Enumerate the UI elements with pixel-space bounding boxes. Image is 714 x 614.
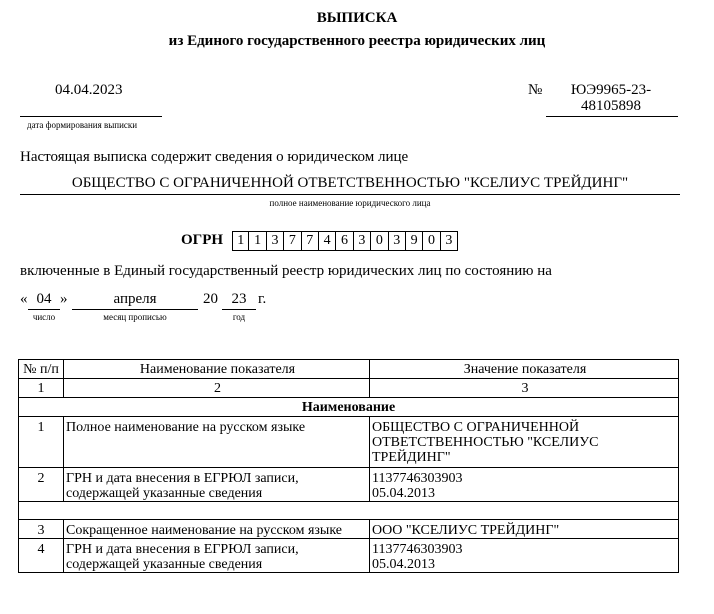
org-full-name: ОБЩЕСТВО С ОГРАНИЧЕННОЙ ОТВЕТСТВЕННОСТЬЮ "КСЕЛИУС ТРЕЙДИНГ" bbox=[71, 175, 629, 191]
date-quote-open: « bbox=[20, 291, 28, 307]
row-value bbox=[370, 539, 679, 573]
ogrn-digit: 3 bbox=[389, 231, 406, 251]
state-year: 23 bbox=[231, 291, 247, 307]
ogrn-digit: 3 bbox=[441, 231, 458, 251]
ogrn-digit: 4 bbox=[319, 231, 336, 251]
extract-number: ЮЭ9965-23-48105898 bbox=[570, 82, 652, 114]
ogrn-digit: 7 bbox=[284, 231, 301, 251]
month-caption: месяц прописью bbox=[103, 312, 167, 322]
year-caption: год bbox=[232, 312, 246, 322]
row-value: ОБЩЕСТВО С ОГРАНИЧЕННОЙ ОТВЕТСТВЕННОСТЬЮ "КСЕЛИУС ТРЕЙДИНГ" bbox=[370, 417, 679, 468]
table-row bbox=[19, 417, 679, 468]
row-value-grn: 1137746303903 bbox=[372, 471, 463, 486]
day-caption: число bbox=[32, 312, 56, 322]
number-sign: № bbox=[528, 82, 543, 98]
row-number: 1 bbox=[19, 417, 64, 468]
column-number-row bbox=[19, 379, 679, 398]
day-underline bbox=[28, 309, 60, 310]
formation-date: 04.04.2023 bbox=[55, 82, 123, 98]
year-underline bbox=[222, 309, 256, 310]
table-row bbox=[19, 520, 679, 539]
ogrn-digit: 1 bbox=[232, 231, 249, 251]
column-number: 2 bbox=[64, 379, 370, 398]
table-row bbox=[19, 539, 679, 573]
row-value-date: 05.04.2013 bbox=[372, 557, 435, 572]
row-indicator: Полное наименование на русском языке bbox=[64, 417, 370, 468]
document-title: ВЫПИСКА bbox=[316, 10, 398, 26]
state-text: включенные в Единый государственный реестр юридических лиц по состоянию на bbox=[20, 263, 552, 279]
row-value-date: 05.04.2013 bbox=[372, 486, 435, 501]
intro-text: Настоящая выписка содержит сведения о юридическом лице bbox=[20, 149, 409, 165]
row-indicator: Сокращенное наименование на русском языке bbox=[64, 520, 370, 539]
data-table bbox=[18, 359, 679, 573]
ogrn-digit: 6 bbox=[336, 231, 353, 251]
row-indicator: ГРН и дата внесения в ЕГРЮЛ записи, содержащей указанные сведения bbox=[64, 468, 370, 502]
header-number: № п/п bbox=[19, 360, 64, 379]
ogrn-digit: 7 bbox=[302, 231, 319, 251]
table-row bbox=[19, 468, 679, 502]
formation-date-caption: дата формирования выписки bbox=[27, 120, 138, 130]
ogrn-digit: 1 bbox=[249, 231, 266, 251]
header-indicator: Наименование показателя bbox=[64, 360, 370, 379]
column-number: 3 bbox=[370, 379, 679, 398]
state-month: апреля bbox=[113, 291, 157, 307]
ogrn-label: ОГРН bbox=[181, 232, 224, 248]
ogrn-digit: 0 bbox=[371, 231, 388, 251]
org-name-caption: полное наименование юридического лица bbox=[269, 198, 431, 208]
extract-number-underline bbox=[546, 116, 678, 117]
row-indicator: ГРН и дата внесения в ЕГРЮЛ записи, содержащей указанные сведения bbox=[64, 539, 370, 573]
row-number: 4 bbox=[19, 539, 64, 573]
state-day: 04 bbox=[36, 291, 52, 307]
section-row bbox=[19, 398, 679, 417]
ogrn-digit: 3 bbox=[267, 231, 284, 251]
row-number: 3 bbox=[19, 520, 64, 539]
row-value-grn: 1137746303903 bbox=[372, 542, 463, 557]
year-suffix: г. bbox=[258, 291, 267, 307]
header-value: Значение показателя bbox=[370, 360, 679, 379]
date-quote-close: » bbox=[60, 291, 68, 307]
row-value bbox=[370, 468, 679, 502]
state-century: 20 bbox=[203, 291, 218, 307]
column-number: 1 bbox=[19, 379, 64, 398]
row-number: 2 bbox=[19, 468, 64, 502]
month-underline bbox=[72, 309, 198, 310]
ogrn-digit: 9 bbox=[406, 231, 423, 251]
org-name-underline bbox=[20, 194, 680, 195]
ogrn-digit: 0 bbox=[423, 231, 440, 251]
ogrn-digit-boxes bbox=[232, 231, 458, 251]
section-title: Наименование bbox=[19, 398, 679, 417]
formation-date-underline bbox=[20, 116, 162, 117]
spacer-row bbox=[19, 502, 679, 520]
row-value: ООО "КСЕЛИУС ТРЕЙДИНГ" bbox=[370, 520, 679, 539]
table-header-row bbox=[19, 360, 679, 379]
document-subtitle: из Единого государственного реестра юридических лиц bbox=[168, 33, 546, 49]
ogrn-digit: 3 bbox=[354, 231, 371, 251]
